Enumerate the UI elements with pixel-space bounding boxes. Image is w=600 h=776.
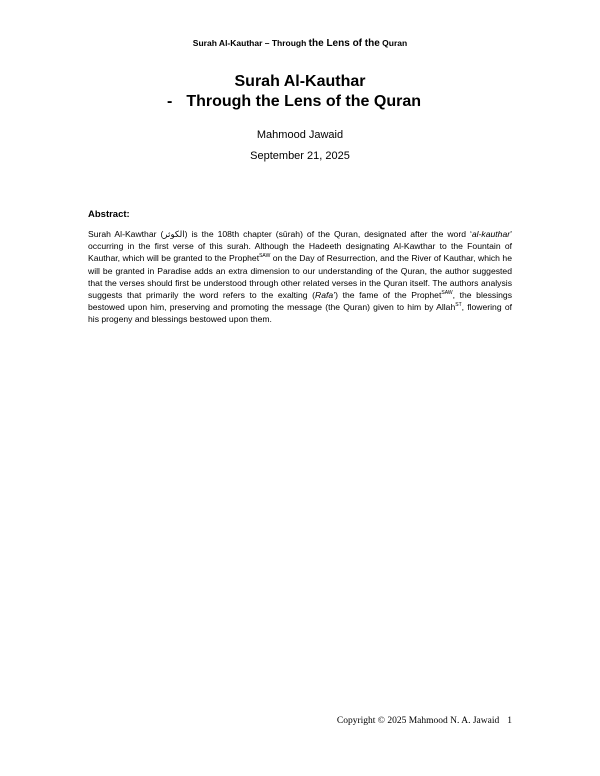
title-block (0, 72, 600, 112)
running-header-small: Surah Al-Kauthar – Through (192, 38, 307, 48)
abstract-body (88, 228, 512, 326)
copyright-notice: Copyright © 2025 Mahmood N. A. Jawaid (336, 716, 500, 726)
author-name: Mahmood Jawaid (256, 129, 344, 141)
abstract-text-6: , the blessings bestowed upon him, preserving and promoting the message (the Quran) given to him by Allah (88, 290, 512, 313)
abstract-text-3: ’ occurring in the first verse of this surah. Although the Hadeeth designating Al-Kawthar to the Fountain of Kauthar, which will be granted to the Prophet (88, 229, 513, 264)
page-number: 1 (507, 716, 512, 726)
running-header-big: the Lens of the (308, 38, 380, 49)
honorific-st: ST (455, 302, 462, 309)
abstract-text-4: on the Day of Resurrection, and the River of Kauthar, which he will be granted in Paradise adds an extra dimension to our understanding of the Quran, the author suggested that the verses should first be understood through other related verses in the Quran itself. The authors analysis suggests that primarily the word refers to the exalting ( (88, 253, 512, 301)
page-footer (337, 716, 512, 726)
page-title: Surah Al-Kauthar (234, 73, 366, 90)
abstract-text-1: Surah Al-Kawthar ( (88, 229, 164, 239)
publication-date: September 21, 2025 (250, 150, 350, 162)
abstract-heading: Abstract: (88, 209, 130, 220)
honorific-saw-1: SAW (259, 253, 271, 260)
abstract-text-7: , flowering of his progeny and blessings bestowed upon them. (88, 302, 512, 325)
subtitle-text: Through the Lens of the Quran (186, 93, 421, 110)
running-header (0, 38, 600, 49)
arabic-term: الكوثر (163, 229, 185, 239)
italic-term-rafa: Rafa’ (315, 290, 336, 301)
subtitle-dash: - (167, 93, 173, 110)
italic-term-al-kauthar: al-kauthar (471, 229, 511, 239)
running-header-end: Quran (382, 38, 408, 48)
honorific-saw-2: SAW (441, 290, 453, 297)
page-subtitle (0, 92, 600, 112)
abstract-text-2: ) is the 108th chapter (sūrah) of the Quran, designated after the word ‘ (184, 229, 472, 239)
abstract-text-5: ) the fame of the Prophet (335, 290, 442, 301)
